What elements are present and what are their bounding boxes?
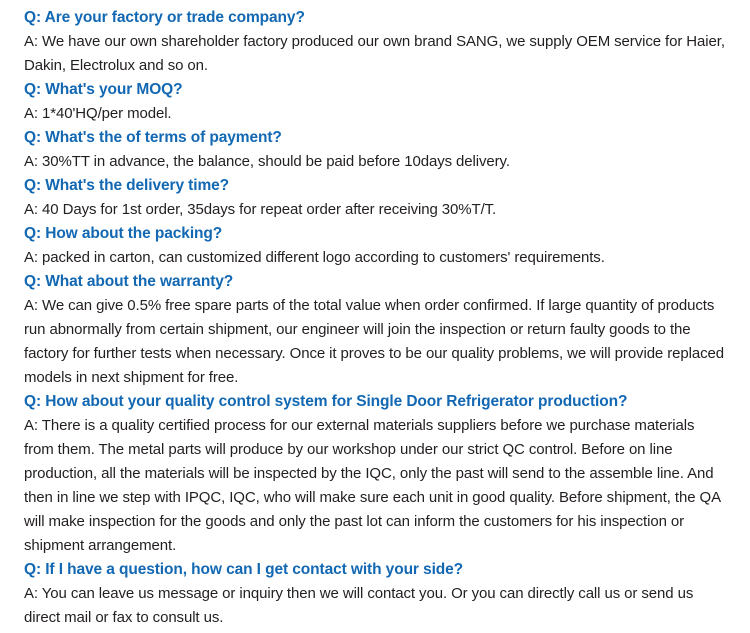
faq-question: Q: What's your MOQ? [24, 81, 183, 98]
faq-answer: A: There is a quality certified process for our external materials suppliers before we purchase materials from them. The metal parts will produce by our workshop under our strict QC control. Before on line production, all the materials will be inspected by the IQC, only the past will send to the assemble line. And then in line we step with IPQC, IQC, who will make sure each unit in good quality. Before shipment, the QA will make inspection for the goods and only the past lot can inform the customers for his inspection or shipment arrangement. [24, 417, 721, 554]
faq-item [24, 390, 728, 558]
faq-answer: A: 40 Days for 1st order, 35days for repeat order after receiving 30%T/T. [24, 201, 497, 218]
faq-answer: A: 1*40'HQ/per model. [24, 105, 172, 122]
faq-answer: A: We have our own shareholder factory produced our own brand SANG, we supply OEM service for Haier, Dakin, Electrolux and so on. [24, 33, 725, 74]
faq-item [24, 270, 728, 390]
faq-question: Q: What's the of terms of payment? [24, 129, 282, 146]
faq-question: Q: If I have a question, how can I get contact with your side? [24, 561, 464, 578]
faq-item [24, 174, 728, 222]
faq-item [24, 6, 728, 78]
faq-question: Q: How about the packing? [24, 225, 223, 242]
faq-question: Q: What about the warranty? [24, 273, 234, 290]
faq-item [24, 78, 728, 126]
faq-question: Q: What's the delivery time? [24, 177, 230, 194]
faq-answer: A: 30%TT in advance, the balance, should be paid before 10days delivery. [24, 153, 510, 170]
faq-item [24, 126, 728, 174]
faq-answer: A: packed in carton, can customized different logo according to customers' requirements. [24, 249, 605, 266]
faq-question: Q: Are your factory or trade company? [24, 9, 305, 26]
faq-answer: A: You can leave us message or inquiry then we will contact you. Or you can directly call us or send us direct mail or fax to consult us. [24, 585, 694, 626]
faq-item [24, 558, 728, 630]
faq-question: Q: How about your quality control system for Single Door Refrigerator production? [24, 393, 628, 410]
faq-item [24, 222, 728, 270]
faq-answer: A: We can give 0.5% free spare parts of the total value when order confirmed. If large quantity of products run abnormally from certain shipment, our engineer will join the inspection or return faulty goods to the factory for further tests when necessary. Once it proves to be our quality problems, we will provide replaced models in next shipment for free. [24, 297, 724, 386]
